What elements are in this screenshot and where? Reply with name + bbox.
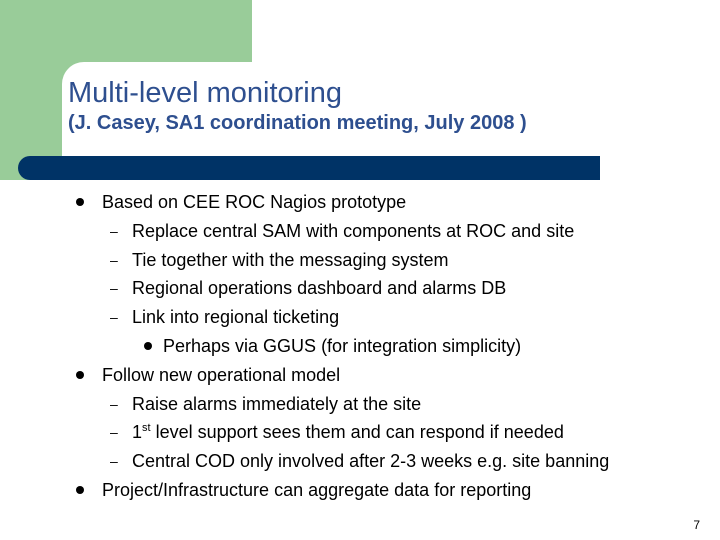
bullet-icon (76, 371, 84, 379)
sub-bullet-item: Central COD only involved after 2-3 weeks e.g. site banning (132, 451, 610, 471)
bullet-icon (144, 342, 152, 350)
bullet-icon (76, 198, 84, 206)
dash-icon: – (110, 396, 118, 412)
slide-subtitle: (J. Casey, SA1 coordination meeting, July 2008 ) (68, 112, 527, 134)
sub-bullet-item: Link into regional ticketing (132, 307, 340, 327)
sub-bullet-item: Regional operations dashboard and alarms DB (132, 278, 507, 298)
dash-icon: – (110, 309, 118, 325)
bullet-icon (76, 486, 84, 494)
bullet-item: Follow new operational model (102, 365, 341, 385)
sub-bullet-item: Replace central SAM with components at ROC and site (132, 221, 575, 241)
sub-bullet-item (132, 420, 564, 444)
sub-bullet-item: Tie together with the messaging system (132, 250, 449, 270)
sub-sub-bullet-item: Perhaps via GGUS (for integration simplicity) (163, 336, 522, 356)
dash-icon: – (110, 453, 118, 469)
dash-icon: – (110, 223, 118, 239)
slide-title: Multi-level monitoring (68, 77, 342, 109)
sub-bullet-item: Raise alarms immediately at the site (132, 394, 422, 414)
ordinal-number: 1 (132, 422, 143, 442)
dash-icon: – (110, 252, 118, 268)
bullet-item: Project/Infrastructure can aggregate data for reporting (102, 480, 532, 500)
page-number: 7 (693, 518, 700, 532)
dash-icon: – (110, 424, 118, 440)
title-divider-bar (18, 156, 600, 180)
dash-icon: – (110, 280, 118, 296)
sub-bullet-text: level support sees them and can respond if needed (150, 422, 564, 442)
bullet-item: Based on CEE ROC Nagios prototype (102, 192, 407, 212)
ordinal-suffix: st (142, 422, 151, 434)
